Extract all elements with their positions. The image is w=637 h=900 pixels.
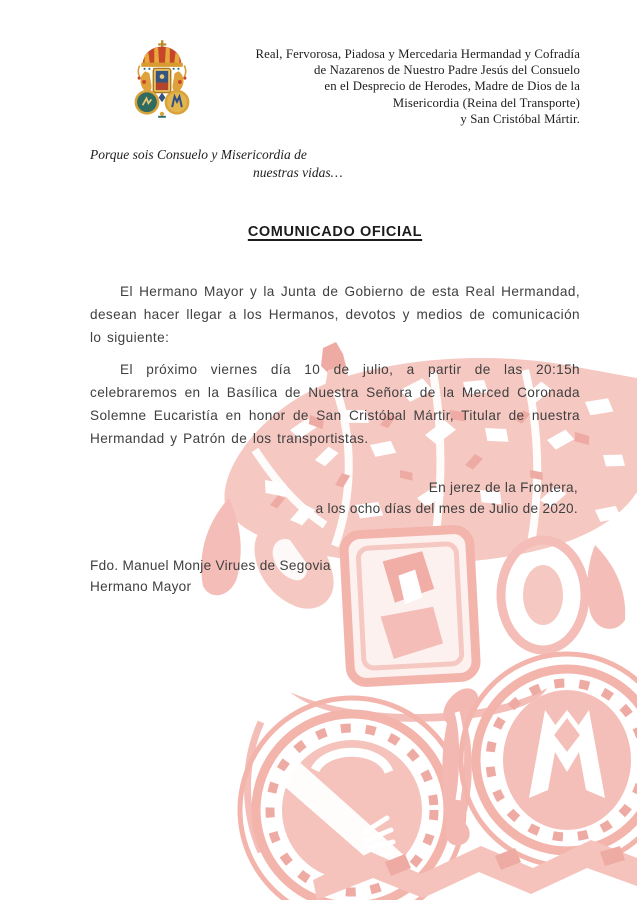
org-line: y San Cristóbal Mártir.	[460, 111, 580, 126]
dateline	[316, 477, 578, 519]
motto	[90, 146, 343, 182]
paragraph-intro: El Hermano Mayor y la Junta de Gobierno de esta Real Hermandad, desean hacer llegar a los Hermanos, devotos y medios de comunicación lo siguiente:	[90, 284, 580, 345]
org-line: en el Desprecio de Herodes, Madre de Dios de la	[324, 79, 580, 94]
motto-line-2: nuestras vidas…	[253, 165, 343, 180]
org-name-block	[150, 46, 580, 127]
dateline-date: a los ocho días del mes de Julio de 2020.	[315, 501, 578, 516]
signature-block	[90, 555, 331, 597]
motto-line-1: Porque sois Consuelo y Misericordia de	[90, 147, 307, 162]
page-title: COMUNICADO OFICIAL	[247, 224, 423, 240]
dateline-place: En jerez de la Frontera,	[428, 480, 578, 495]
org-line: Real, Fervorosa, Piadosa y Mercedaria Hermandad y Cofradía	[255, 47, 580, 61]
paragraph-announcement: El próximo viernes día 10 de julio, a partir de las 20:15h celebraremos en la Basílica de Nuestra Señora de la Merced Coronada Solemne Eucaristía en honor de San Cristóbal Mártir, Titular de nuestra Hermandad y Patrón de los transportistas.	[90, 362, 580, 446]
org-line: de Nazarenos de Nuestro Padre Jesús del Consuelo	[314, 63, 580, 78]
org-line: Misericordia (Reina del Transporte)	[392, 95, 580, 110]
signature-name: Fdo. Manuel Monje Virues de Segovia	[90, 558, 331, 573]
signature-role: Hermano Mayor	[90, 579, 192, 594]
